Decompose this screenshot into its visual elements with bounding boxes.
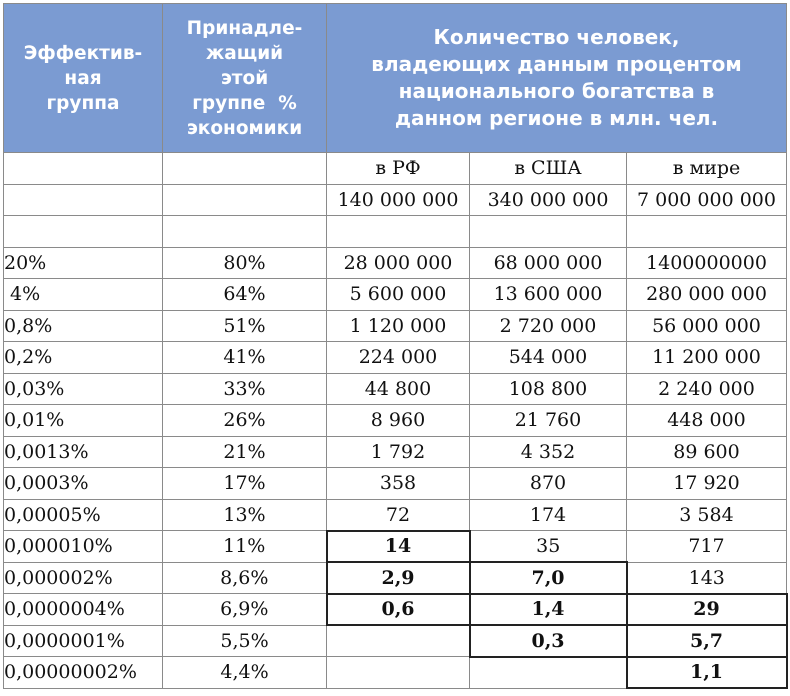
header-text: экономики — [186, 117, 303, 139]
world-count-cell: 89 600 — [627, 436, 787, 468]
empty-cell — [327, 216, 470, 248]
header-text: национального богатства в — [398, 79, 715, 103]
rf-count-cell: 358 — [327, 468, 470, 500]
world-count-cell: 17 920 — [627, 468, 787, 500]
table-row — [4, 247, 787, 279]
table-row — [4, 342, 787, 374]
group-cell: 0,0013% — [4, 436, 163, 468]
header-text: ная — [64, 67, 102, 89]
rf-count-cell: 1 792 — [327, 436, 470, 468]
usa-count-cell: 13 600 000 — [470, 279, 627, 311]
rf-count-cell: 14 — [327, 531, 470, 563]
header-text: Эффектив- — [23, 42, 143, 64]
group-cell: 0,00005% — [4, 499, 163, 531]
rf-count-cell — [327, 625, 470, 657]
table-row — [4, 531, 787, 563]
rf-count-cell: 224 000 — [327, 342, 470, 374]
header-text: владеющих данным процентом — [371, 52, 742, 76]
population-world: 7 000 000 000 — [627, 184, 787, 216]
group-cell: 0,00000002% — [4, 657, 163, 689]
rf-count-cell: 0,6 — [327, 594, 470, 626]
usa-count-cell — [470, 657, 627, 689]
world-count-cell: 1,1 — [627, 657, 787, 689]
header-text: данном регионе в млн. чел. — [394, 106, 719, 130]
header-text: группе % — [192, 92, 297, 114]
share-cell: 41% — [163, 342, 327, 374]
share-cell: 6,9% — [163, 594, 327, 626]
group-cell: 0,01% — [4, 405, 163, 437]
share-cell: 33% — [163, 373, 327, 405]
group-cell: 0,03% — [4, 373, 163, 405]
header-row — [4, 4, 787, 153]
share-cell: 51% — [163, 310, 327, 342]
usa-count-cell: 7,0 — [470, 562, 627, 594]
empty-cell — [4, 153, 163, 185]
group-cell: 0,000002% — [4, 562, 163, 594]
world-count-cell: 3 584 — [627, 499, 787, 531]
world-count-cell: 2 240 000 — [627, 373, 787, 405]
header-text: Принадле- — [186, 17, 303, 39]
population-usa: 340 000 000 — [470, 184, 627, 216]
world-count-cell: 280 000 000 — [627, 279, 787, 311]
table-row — [4, 405, 787, 437]
region-world: в мире — [627, 153, 787, 185]
share-cell: 13% — [163, 499, 327, 531]
region-row — [4, 153, 787, 185]
region-usa: в США — [470, 153, 627, 185]
empty-cell — [4, 216, 163, 248]
rf-count-cell: 44 800 — [327, 373, 470, 405]
empty-cell — [163, 153, 327, 185]
table-row — [4, 373, 787, 405]
rf-count-cell: 2,9 — [327, 562, 470, 594]
usa-count-cell: 0,3 — [470, 625, 627, 657]
usa-count-cell: 21 760 — [470, 405, 627, 437]
group-cell: 0,8% — [4, 310, 163, 342]
header-text: жащий — [205, 42, 284, 64]
world-count-cell: 5,7 — [627, 625, 787, 657]
world-count-cell: 1400000000 — [627, 247, 787, 279]
group-cell: 0,0003% — [4, 468, 163, 500]
share-cell: 17% — [163, 468, 327, 500]
usa-count-cell: 1,4 — [470, 594, 627, 626]
rf-count-cell: 1 120 000 — [327, 310, 470, 342]
empty-cell — [163, 184, 327, 216]
world-count-cell: 143 — [627, 562, 787, 594]
region-rf: в РФ — [327, 153, 470, 185]
empty-cell — [4, 184, 163, 216]
empty-cell — [470, 216, 627, 248]
share-cell: 26% — [163, 405, 327, 437]
table-row — [4, 436, 787, 468]
group-cell: 0,0000001% — [4, 625, 163, 657]
group-cell: 0,000010% — [4, 531, 163, 563]
usa-count-cell: 4 352 — [470, 436, 627, 468]
spacer-row — [4, 216, 787, 248]
world-count-cell: 11 200 000 — [627, 342, 787, 374]
header-people-count — [327, 4, 787, 153]
usa-count-cell: 68 000 000 — [470, 247, 627, 279]
usa-count-cell: 870 — [470, 468, 627, 500]
world-count-cell: 448 000 — [627, 405, 787, 437]
wealth-distribution-table — [3, 3, 788, 689]
usa-count-cell: 544 000 — [470, 342, 627, 374]
share-cell: 80% — [163, 247, 327, 279]
share-cell: 8,6% — [163, 562, 327, 594]
empty-cell — [627, 216, 787, 248]
usa-count-cell: 174 — [470, 499, 627, 531]
data-rows — [4, 247, 787, 688]
population-row — [4, 184, 787, 216]
group-cell: 0,2% — [4, 342, 163, 374]
usa-count-cell: 108 800 — [470, 373, 627, 405]
table-row — [4, 594, 787, 626]
share-cell: 11% — [163, 531, 327, 563]
header-text: группа — [46, 92, 120, 114]
share-cell: 21% — [163, 436, 327, 468]
header-text: этой — [220, 67, 269, 89]
usa-count-cell: 2 720 000 — [470, 310, 627, 342]
table-row — [4, 657, 787, 689]
share-cell: 64% — [163, 279, 327, 311]
table-row — [4, 279, 787, 311]
group-cell: 20% — [4, 247, 163, 279]
table-row — [4, 310, 787, 342]
rf-count-cell: 8 960 — [327, 405, 470, 437]
header-effective-group — [4, 4, 163, 153]
table-row — [4, 468, 787, 500]
share-cell: 4,4% — [163, 657, 327, 689]
table-row — [4, 625, 787, 657]
table-row — [4, 562, 787, 594]
group-cell: 0,0000004% — [4, 594, 163, 626]
rf-count-cell — [327, 657, 470, 689]
usa-count-cell: 35 — [470, 531, 627, 563]
world-count-cell: 56 000 000 — [627, 310, 787, 342]
population-rf: 140 000 000 — [327, 184, 470, 216]
group-cell: 4% — [4, 279, 163, 311]
rf-count-cell: 28 000 000 — [327, 247, 470, 279]
share-cell: 5,5% — [163, 625, 327, 657]
rf-count-cell: 72 — [327, 499, 470, 531]
world-count-cell: 29 — [627, 594, 787, 626]
header-economy-share — [163, 4, 327, 153]
empty-cell — [163, 216, 327, 248]
rf-count-cell: 5 600 000 — [327, 279, 470, 311]
header-text: Количество человек, — [433, 25, 680, 49]
world-count-cell: 717 — [627, 531, 787, 563]
table-row — [4, 499, 787, 531]
